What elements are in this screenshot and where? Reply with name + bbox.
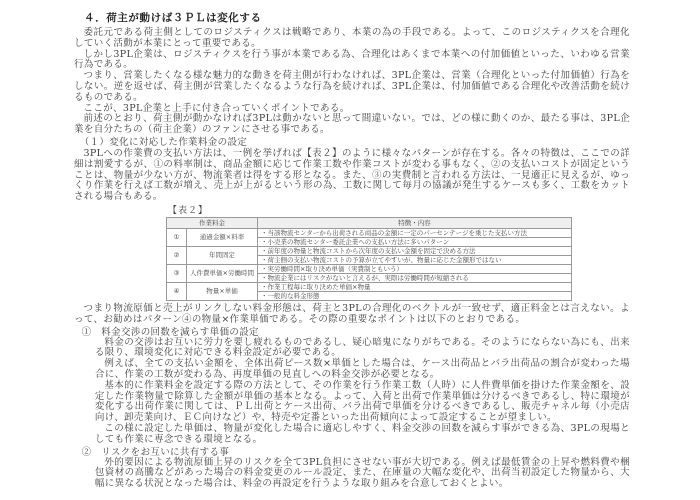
point-1 [74, 327, 630, 446]
feature-item: ・小売業の物流センター委託企業への支払い方法に多いパターン [258, 237, 572, 246]
doc-title: ４．荷主が動けば３ＰＬは変化する [84, 12, 262, 24]
feature-item: ・当該物流センターから出荷される商品の金額に一定のパーセンテージを乗じた支払い方法 [258, 228, 572, 237]
fee-row-number: ④ [167, 282, 187, 300]
feature-item: ・一般的な料金形態 [258, 291, 572, 300]
point-paragraph: この様に設定した単価は、物量が変化した場合に適応しやすく、料金交渉の回数を減らす事ができる為、3PLの現場としても作業に専念できる環境となる。 [94, 422, 630, 445]
table-row [167, 264, 572, 273]
table-caption: 【表２】 [168, 205, 209, 216]
point-paragraph: 料金の交渉はお互いに労力を要し疲れるものであるし、疑心暗鬼になりがちである。そのようにならない為にも、出来る限り、環境変化に対応できる料金設定が必要である。 [94, 336, 630, 359]
fee-row-number: ② [167, 246, 187, 264]
fee-row-name: 通過金額×料率 [187, 228, 258, 246]
point-heading: ① 料金交渉の回数を減らす単価の設定 [81, 326, 259, 338]
feature-item: ・作業工程毎に取り決めた単価×物量 [258, 282, 572, 291]
feature-item: ・物流企業にはリスクがないと言えるが、実際は労働時間が短縮される [258, 273, 572, 282]
section-lead-paragraph: 3PLへの作業費の支払い方法は、一例を挙げれば【表２】のように様々なパターンが存在する。各々の特徴は、ここでの詳細は割愛するが、①の料率制は、商品金額に応じて作業工数や作業コストが変わる事もなく、②の支払いコストが固定ということは、物量が少ない方が、物流業者は得をする形となる。また、③の実費制と言われる方法は、一見適正に見えるが、ゆっくり作業を行えば工数が増え、売上が上がるという形の為、工数に関して毎月の協議が発生するケースも多く、工数をカットされる場合もある。 [74, 147, 630, 203]
fee-row-number: ① [167, 228, 187, 246]
work-fee-table [166, 217, 572, 301]
point-heading: ② リスクをお互いに共有する事 [81, 446, 230, 458]
fee-table-block [166, 206, 630, 301]
table-header-row [167, 217, 572, 228]
fee-row-name: 物量×単価 [187, 282, 258, 300]
fee-row-number: ③ [167, 264, 187, 282]
table-row [167, 228, 572, 237]
feature-item: ・前年度の物量と物流コストから次年度の支払い金額を固定で決める方法 [258, 246, 572, 255]
after-table-paragraph: つまり物流原価と売上がリンクしない料金形態は、荷主と3PLの合理化のベクトルが一致せず、適正料金とは言えない。よって、お勧めはパターン④の物量×作業単価である。その際の重要なポイントは以下のとおりである。 [74, 302, 630, 325]
header-fee-type: 作業料金 [167, 217, 258, 228]
section-heading: （１）変化に対応した作業料金の設定 [79, 136, 248, 148]
point-paragraph: 例えば、全ての支払い金額を、全体出荷ピース数×単価とした場合は、ケース出荷品とバラ出荷品の割合が変わった場合に、作業の工数が変わる為、再度単価の見直しへの料金交渉が必要となる。 [94, 358, 630, 380]
fee-row-name: 年間固定 [187, 246, 258, 264]
intro-paragraph: 前述のとおり、荷主側が動かなければ3PLは動かないと思って間違いない。では、どの様に動くのか、最たる事は、3PL企業を自分たちの（荷主企業）のファンにさせる事である。 [74, 113, 630, 136]
intro-paragraph: しかし3PL企業は、ロジスティクスを行う事が本業である為、合理化はあくまで本業への付加価値といった、いわゆる営業行為である。 [74, 48, 630, 71]
feature-item: ・荷主側の支払い物流コストの予算が立てやすいが、物量に応じた金額形ではない [258, 255, 572, 264]
fee-row-name: 人件費単価×労働時間 [187, 264, 258, 282]
intro-paragraph: 委託元である荷主側としてのロジスティクスは戦略であり、本業の為の手段である。よって、このロジスティクスを合理化していく活動が本業にとって重要である。 [74, 27, 630, 49]
intro-paragraph: つまり、営業したくなる様な魅力的な動きを荷主側が行わなければ、3PL企業は、営業（合理化といった付加価値）行為をしない。逆を返せば、荷主側が営業したくなるような行為を続ければ、3PL企業は、付加価値である合理化や改善活動を続けるものである。 [74, 70, 630, 103]
point-paragraph: 基本的に作業料金を設定する際の方法として、その作業を行う作業工数（人時）に人件費単価を掛けた作業金額を、設定した作業物量で除算した金額が単価の基本となる。よって、入荷と出荷で作業単価は分けるべきであるし、特に環境が変化する出荷作業に関しては、ＰＬ出荷とケース出荷、バラ出荷で単価を分けるべきであるし、販売チャネル毎（小売店向け、卸売業向け、ＥＣ向けなど）や、特売や定番といった出荷傾向によって設定することが望ましい。 [94, 379, 630, 424]
feature-item: ・実労働時間×取り決め単価（実費制ともいう） [258, 264, 572, 273]
point-paragraph: 外的要因による物流原価上昇のリスクを全て3PL負担にさせない事が大切である。例えば最低賃金の上昇や燃料費や梱包資材の高騰などがあった場合の料金変更のルール設定、また、在庫量の大幅な変化や、出荷当初設定した物量から、大幅に異なる状況となった場合は、料金の再設定を行うような取り組みを合意しておくとよい。 [94, 456, 630, 490]
table-row [167, 282, 572, 291]
intro-paragraph: ここが、3PL企業と上手に付き合っていくポイントである。 [83, 102, 350, 114]
table-row [167, 246, 572, 255]
header-features: 特徴・内容 [258, 217, 572, 228]
point-2 [74, 447, 630, 490]
